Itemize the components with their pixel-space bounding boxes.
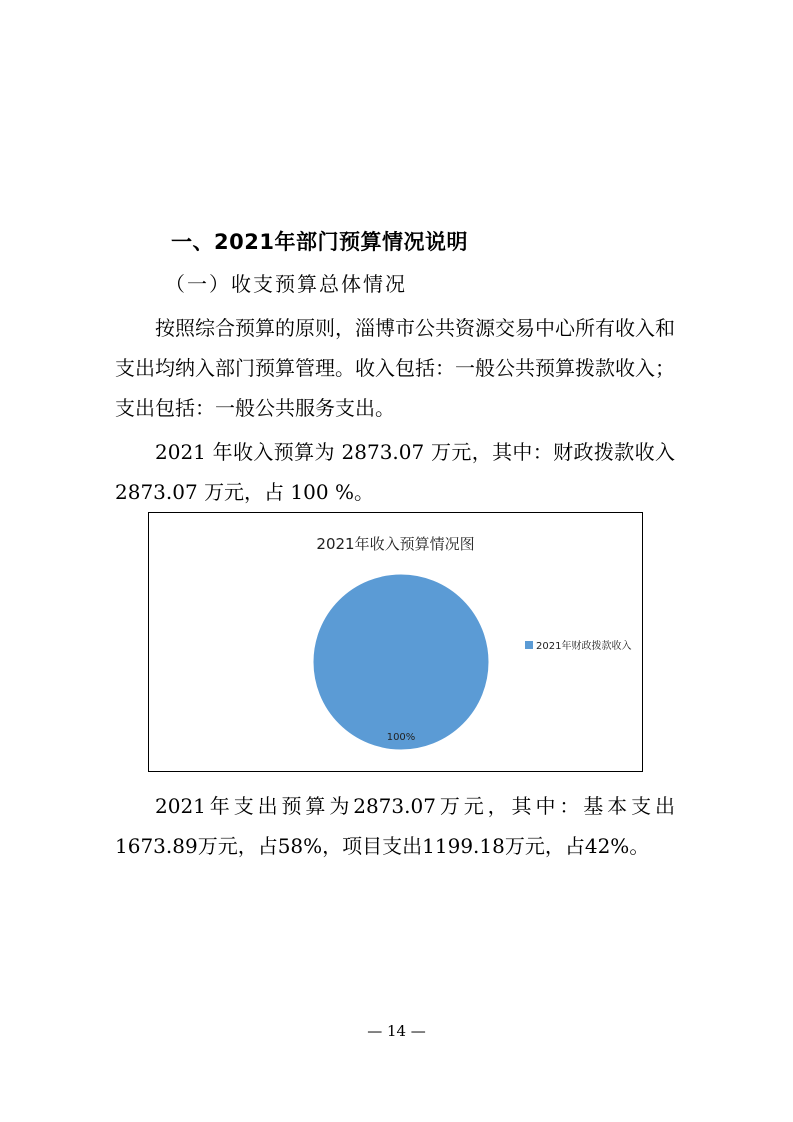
- pie-data-label-0: 100%: [386, 732, 416, 743]
- chart-title: 2021年收入预算情况图: [316, 535, 475, 553]
- legend-swatch: [525, 641, 533, 649]
- chart-legend: [525, 637, 631, 652]
- legend-label: 2021年财政拨款收入: [536, 641, 632, 652]
- paragraph-income-budget: 2021 年收入预算为 2873.07 万元，其中：财政拨款收入 2873.07 万元，占 100 %。: [115, 440, 675, 504]
- page-number: — 14 —: [367, 1022, 426, 1040]
- subsection-heading: （一）收支预算总体情况: [165, 272, 407, 296]
- section-heading: 一、2021年部门预算情况说明: [171, 230, 468, 254]
- paragraph-budget-principle: 按照综合预算的原则，淄博市公共资源交易中心所有收入和支出均纳入部门预算管理。收入包括：一般公共预算拨款收入；支出包括：一般公共服务支出。: [115, 316, 675, 420]
- paragraph-expenditure-budget: 2021年支出预算为2873.07万元，其中：基本支出1673.89万元，占58%，项目支出1199.18万元，占42%。: [115, 794, 675, 858]
- pie-slice-0: [313, 574, 489, 750]
- income-pie-chart: [148, 512, 643, 772]
